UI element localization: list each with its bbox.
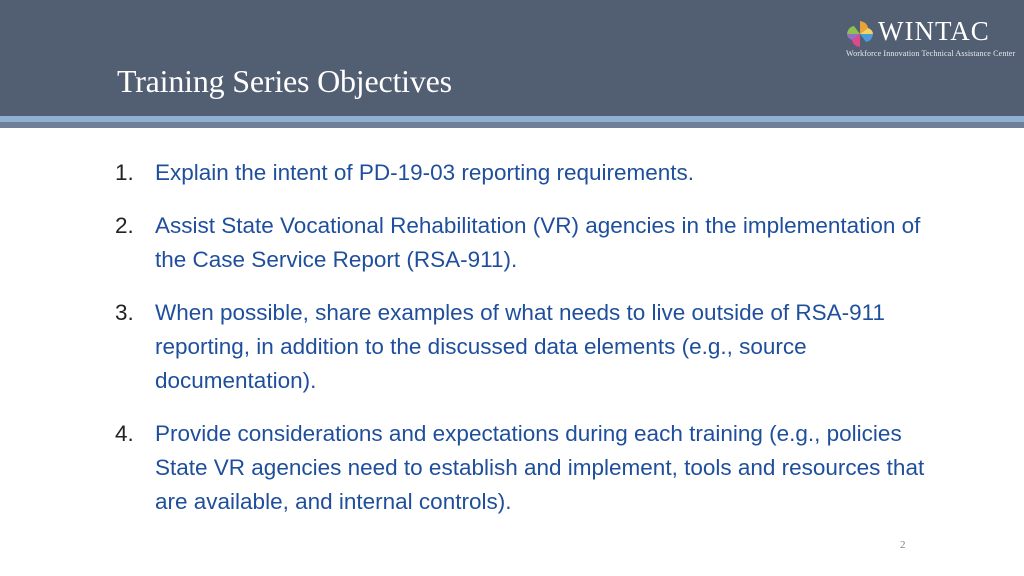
logo-name: WINTAC [878,16,990,46]
objective-number: 1. [115,160,134,185]
objective-number: 3. [115,300,134,325]
objective-number: 2. [115,213,134,238]
objective-text: Explain the intent of PD-19-03 reporting requirements. [155,160,695,185]
objective-item [115,156,935,190]
slide-title: Training Series Objectives [117,63,452,99]
objective-number: 4. [115,421,134,446]
header-divider-dark [0,122,1024,128]
objective-item [115,209,935,277]
objective-text: Provide considerations and expectations during each training (e.g., policies State VR agencies need to establish and implement, tools and resources that are available, and internal controls). [155,421,925,514]
logo-subtitle: Workforce Innovation Technical Assistance Center [846,49,1016,58]
objective-text: Assist State Vocational Rehabilitation (VR) agencies in the implementation of the Case Service Report (RSA-911). [155,213,921,272]
objectives-list [115,156,935,538]
objective-item [115,296,935,398]
objective-item [115,417,935,519]
wintac-logo [845,17,1015,61]
wintac-pinwheel-icon [845,19,875,49]
page-number: 2 [900,539,906,551]
objective-text: When possible, share examples of what needs to live outside of RSA-911 reporting, in addition to the discussed data elements (e.g., source documentation). [155,300,885,393]
